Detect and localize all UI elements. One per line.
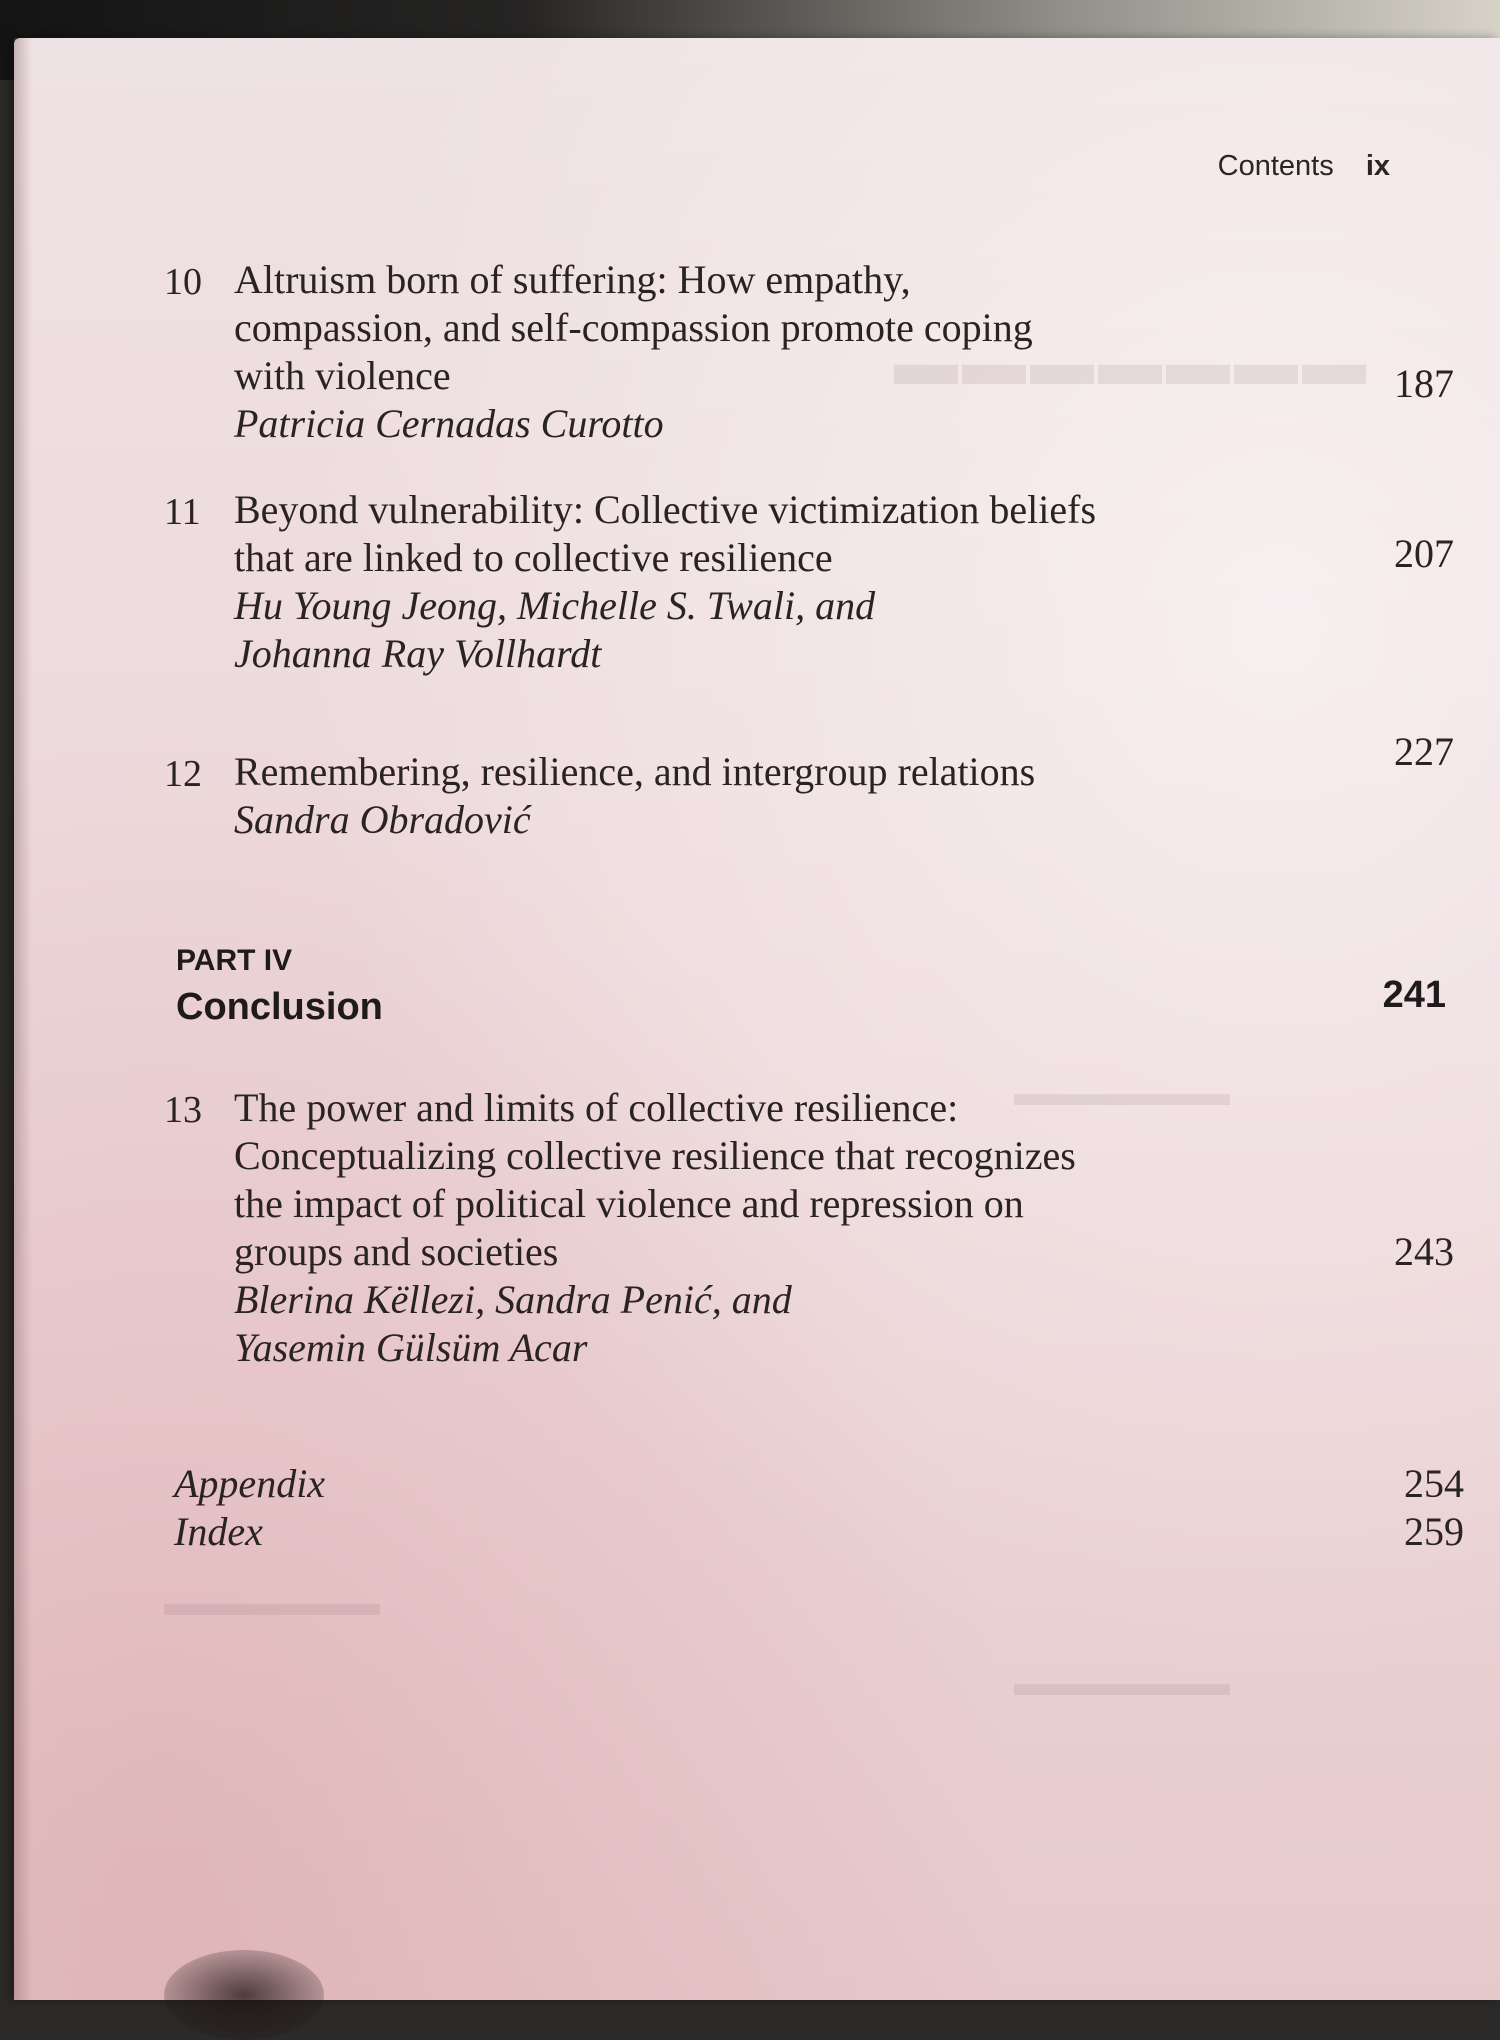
part-page-number: 241 — [1382, 974, 1446, 1016]
show-through-decoration: ▬▬▬▬▬▬ — [1014, 1663, 1230, 1703]
toc-entry-10[interactable] — [164, 256, 1454, 448]
backmatter-page-number: 259 — [1404, 1509, 1464, 1554]
chapter-number: 13 — [164, 1089, 202, 1131]
toc-entry-12[interactable] — [164, 729, 1454, 844]
chapter-page-number: 227 — [1394, 729, 1454, 774]
chapter-title-line: that are linked to collective resilience — [234, 535, 833, 580]
chapter-author-line: Patricia Cernadas Curotto — [234, 401, 664, 446]
toc-entry-13[interactable] — [164, 1084, 1454, 1372]
toc-entry-11[interactable] — [164, 486, 1454, 678]
chapter-number: 10 — [164, 261, 202, 303]
chapter-title-line: compassion, and self-compassion promote coping — [234, 305, 1033, 350]
toc-entry-index[interactable] — [174, 1508, 1464, 1555]
backmatter-title: Appendix — [174, 1461, 326, 1506]
chapter-author-line: Blerina Këllezi, Sandra Penić, and — [234, 1277, 792, 1322]
chapter-page-number: 187 — [1394, 361, 1454, 406]
chapter-text — [234, 486, 1184, 678]
running-header — [1218, 150, 1390, 183]
page-folio: ix — [1365, 150, 1390, 182]
chapter-title-line: The power and limits of collective resilience: — [234, 1085, 959, 1130]
show-through-decoration: ▬▬▬▬▬▬ — [164, 1583, 380, 1623]
chapter-title-line: Conceptualizing collective resilience that recognizes — [234, 1133, 1076, 1178]
chapter-title-line: with violence — [234, 353, 451, 398]
chapter-author-line: Hu Young Jeong, Michelle S. Twali, and — [234, 583, 876, 628]
chapter-title-line: the impact of political violence and repression on — [234, 1181, 1024, 1226]
running-head-title: Contents — [1217, 150, 1334, 182]
chapter-text — [234, 256, 1184, 448]
chapter-number: 12 — [164, 753, 202, 795]
toc-entry-appendix[interactable] — [174, 1460, 1464, 1507]
part-heading[interactable] — [176, 944, 1446, 1029]
backmatter-title: Index — [174, 1509, 263, 1554]
finger-shadow — [164, 1950, 324, 2040]
chapter-page-number: 207 — [1394, 531, 1454, 576]
show-through-decoration: ▬▬▬▬▬▬▬ — [894, 327, 1370, 398]
show-through-decoration: ▬▬▬▬▬▬ — [1014, 1073, 1230, 1113]
chapter-page-number: 243 — [1394, 1229, 1454, 1274]
chapter-title-line: Remembering, resilience, and intergroup relations — [234, 749, 1036, 794]
chapter-title-line: Beyond vulnerability: Collective victimization beliefs — [234, 487, 1097, 532]
book-page — [14, 38, 1500, 2000]
chapter-author-line: Johanna Ray Vollhardt — [234, 631, 602, 676]
page-gutter-shadow — [14, 38, 32, 2000]
chapter-author-line: Yasemin Gülsüm Acar — [234, 1325, 588, 1370]
part-label: PART IV — [176, 944, 293, 977]
backmatter-page-number: 254 — [1404, 1461, 1464, 1506]
chapter-number: 11 — [164, 491, 201, 533]
chapter-title-line: Altruism born of suffering: How empathy, — [234, 257, 911, 302]
chapter-title-line: groups and societies — [234, 1229, 559, 1274]
part-title: Conclusion — [176, 986, 383, 1028]
chapter-text — [234, 1084, 1184, 1372]
chapter-text — [234, 748, 1184, 844]
chapter-author-line: Sandra Obradović — [234, 797, 531, 842]
